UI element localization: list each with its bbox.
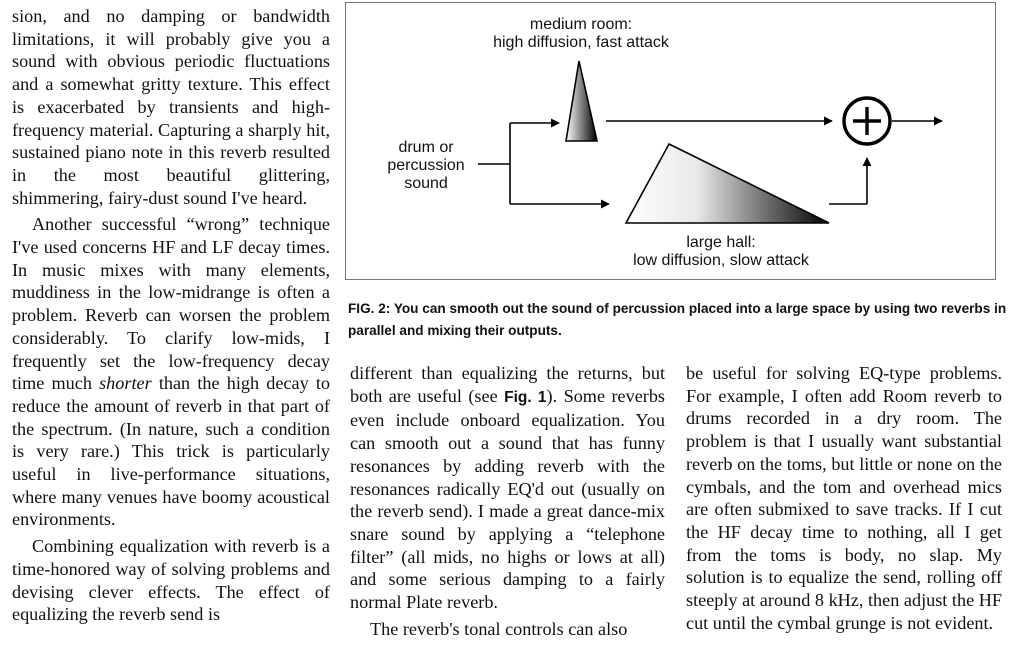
left-paragraph-2-start: Another successful “wrong” technique I've used concerns HF and LF decay times. In music mixes with many elements, muddiness in the low-midrange is often a problem. Reverb can worsen the problem considerably. To clarify low-mids, I frequently set the low-frequency decay time much <box>12 214 330 394</box>
left-paragraph-2-end: than the high decay to reduce the amount of reverb in that part of the spectrum. (In nature, such a condition is very rare.) This trick is particularly useful in live-performance situations, where many venues have boomy acoustical environments. <box>12 373 331 530</box>
middle-paragraph-1-start: different than equalizing the returns, but both are useful (see <box>350 363 665 406</box>
left-paragraph-1: sion, and no damping or bandwidth limitations, it will probably give you a sound with obvious periodic fluctuations and a somewhat gritty texture. This effect is exacerbated by transients and high-frequency material. Capturing a sharply hit, sustained piano note in this reverb resulted in the most beautiful glittering, shimmering, fairy-dust sound I've heard. <box>12 6 330 208</box>
left-column <box>12 5 330 626</box>
emphasis-shorter: shorter <box>99 373 152 394</box>
left-paragraph-3: Combining equalization with reverb is a time-honored way of solving problems and devising clever effects. The effect of equalizing the reverb send is <box>12 536 330 625</box>
middle-paragraph-1 <box>350 362 665 614</box>
middle-paragraph-1-end: ). Some reverbs even include onboard equalization. You can smooth out a sound that has funny resonances by adding reverb with the resonances radically EQ'd out (usually on the reverb send). I made a great dance-mix snare sound by applying a “telephone filter” (all mids, no highs or lows at all) and some serious damping to a fairly normal Plate reverb. <box>350 385 666 613</box>
right-column <box>686 362 1002 634</box>
middle-paragraph-2: The reverb's tonal controls can also <box>370 618 628 639</box>
figure-reference: Fig. 1 <box>504 388 547 406</box>
medium-room-label: medium room: high diffusion, fast attack <box>493 16 669 51</box>
summer-symbol-text <box>346 3 347 4</box>
right-paragraph-1: be useful for solving EQ-type problems. For example, I often add Room reverb to drums recorded in a dry room. The problem is that I usually want substantial reverb on the toms, but little or none on the cymbals, and the tom and overhead mics are often submixed to save tracks. If I cut the HF decay time to nothing, all I get from the toms is body, no slap. My solution is to equalize the send, rolling off steeply at around 8 kHz, then adjust the HF cut until the cymbal grunge is not evident. <box>686 363 1002 633</box>
large-hall-label: large hall: low diffusion, slow attack <box>633 234 809 269</box>
large-hall-triangle <box>626 144 829 223</box>
figure-2-diagram <box>345 2 996 280</box>
medium-room-triangle <box>566 61 597 141</box>
left-paragraph-2 <box>12 213 330 531</box>
middle-column <box>350 362 665 640</box>
figure-caption: FIG. 2: You can smooth out the sound of percussion placed into a large space by using two reverbs in parallel and mixing their outputs. <box>348 301 1007 338</box>
input-label: drum or percussion sound <box>387 139 465 192</box>
